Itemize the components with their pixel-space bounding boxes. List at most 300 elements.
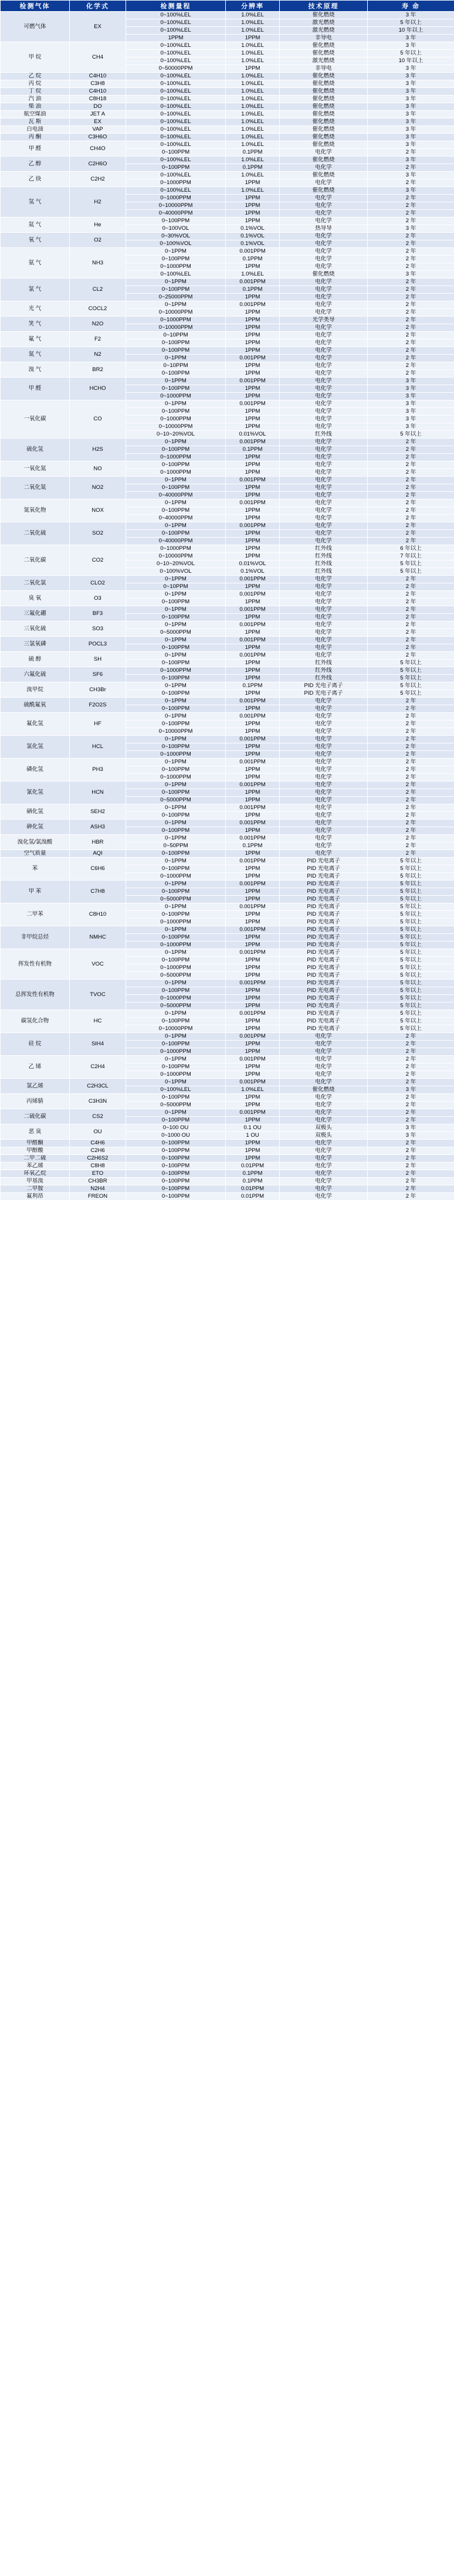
range-cell: 0~100%LEL bbox=[126, 126, 226, 134]
gas-name-cell: 溴甲烷 bbox=[1, 682, 70, 698]
range-cell: 0~100PPM bbox=[126, 721, 226, 728]
gas-formula-cell: C2H6S2 bbox=[70, 1155, 126, 1163]
gas-name-cell: 丙烯腈 bbox=[1, 1094, 70, 1109]
principle-cell: 电化学 bbox=[280, 263, 368, 271]
range-cell: 0~10000PPM bbox=[126, 423, 226, 431]
life-cell: 2 年 bbox=[368, 820, 454, 827]
gas-name-cell: 臭 氧 bbox=[1, 591, 70, 606]
principle-cell: 电化学 bbox=[280, 362, 368, 370]
gas-formula-cell: NH3 bbox=[70, 248, 126, 278]
gas-name-cell: 氦 气 bbox=[1, 218, 70, 233]
principle-cell: 电化学 bbox=[280, 835, 368, 842]
gas-name-cell: 瓦 斯 bbox=[1, 118, 70, 126]
resolution-cell: 1PPM bbox=[226, 1071, 280, 1079]
range-cell: 0~10~20%VOL bbox=[126, 431, 226, 439]
life-cell: 2 年 bbox=[368, 1109, 454, 1117]
range-cell: 0~1PPM bbox=[126, 1033, 226, 1041]
gas-formula-cell: C3H6O bbox=[70, 134, 126, 141]
principle-cell: 电化学 bbox=[280, 1079, 368, 1086]
life-cell: 2 年 bbox=[368, 233, 454, 240]
resolution-cell: 1PPM bbox=[226, 1063, 280, 1071]
principle-cell: 电化学 bbox=[280, 1094, 368, 1102]
gas-formula-cell: FREON bbox=[70, 1193, 126, 1201]
table-row bbox=[1, 835, 454, 842]
range-cell: 0~40000PPM bbox=[126, 538, 226, 545]
life-cell: 2 年 bbox=[368, 507, 454, 515]
principle-cell: 电化学 bbox=[280, 1140, 368, 1147]
range-cell: 0~100PPM bbox=[126, 385, 226, 393]
principle-cell: 电化学 bbox=[280, 248, 368, 256]
principle-cell: 电化学 bbox=[280, 195, 368, 202]
gas-name-cell: 二硫化碳 bbox=[1, 1109, 70, 1124]
gas-formula-cell: C8H18 bbox=[70, 96, 126, 103]
life-cell: 2 年 bbox=[368, 522, 454, 530]
principle-cell: 光学类导 bbox=[280, 317, 368, 324]
range-cell: 0~100PPM bbox=[126, 1117, 226, 1124]
life-cell: 3 年 bbox=[368, 134, 454, 141]
resolution-cell: 1PPM bbox=[226, 332, 280, 339]
principle-cell: PID 光电离子 bbox=[280, 1018, 368, 1025]
range-cell: 0~1000PPM bbox=[126, 263, 226, 271]
gas-formula-cell: BR2 bbox=[70, 362, 126, 378]
range-cell: 0~100%LEL bbox=[126, 50, 226, 57]
gas-name-cell: 二氧化氯 bbox=[1, 576, 70, 591]
table-row bbox=[1, 1185, 454, 1193]
principle-cell: 激光燃烧 bbox=[280, 19, 368, 27]
principle-cell: 红外线 bbox=[280, 431, 368, 439]
life-cell: 2 年 bbox=[368, 538, 454, 545]
range-cell: 0~100PPM bbox=[126, 149, 226, 157]
range-cell: 0~100PPM bbox=[126, 164, 226, 172]
life-cell: 5 年以上 bbox=[368, 995, 454, 1002]
resolution-cell: 0.001PPM bbox=[226, 378, 280, 385]
principle-cell: 电化学 bbox=[280, 164, 368, 172]
life-cell: 3 年 bbox=[368, 118, 454, 126]
gas-formula-cell: C6H6 bbox=[70, 858, 126, 881]
gas-formula-cell: HC bbox=[70, 1010, 126, 1033]
range-cell: 0~100PPM bbox=[126, 347, 226, 355]
resolution-cell: 1PPM bbox=[226, 934, 280, 942]
range-cell: 0~100PPM bbox=[126, 484, 226, 492]
resolution-cell: 1PPM bbox=[226, 1018, 280, 1025]
life-cell: 5 年以上 bbox=[368, 1010, 454, 1018]
gas-formula-cell: BF3 bbox=[70, 606, 126, 621]
table-row bbox=[1, 781, 454, 789]
principle-cell: 电化学 bbox=[280, 797, 368, 804]
resolution-cell: 1.0%LEL bbox=[226, 157, 280, 164]
resolution-cell: 1PPM bbox=[226, 179, 280, 187]
resolution-cell: 1.0%LEL bbox=[226, 19, 280, 27]
table-row bbox=[1, 637, 454, 644]
range-cell: 0~100%LEL bbox=[126, 172, 226, 179]
life-cell: 5 年以上 bbox=[368, 881, 454, 888]
table-header bbox=[1, 1, 454, 12]
principle-cell: 电化学 bbox=[280, 469, 368, 477]
principle-cell: 电化学 bbox=[280, 378, 368, 385]
resolution-cell: 0.001PPM bbox=[226, 1056, 280, 1063]
range-cell: 0~100PPM bbox=[126, 957, 226, 964]
principle-cell: 电化学 bbox=[280, 286, 368, 294]
gas-formula-cell: ETO bbox=[70, 1170, 126, 1178]
table-row bbox=[1, 134, 454, 141]
life-cell: 5 年以上 bbox=[368, 987, 454, 995]
principle-cell: 电化学 bbox=[280, 294, 368, 301]
gas-detection-spec-sheet bbox=[0, 0, 454, 1201]
life-cell: 5 年以上 bbox=[368, 964, 454, 972]
range-cell: 0~100PPM bbox=[126, 614, 226, 621]
resolution-cell: 0.001PPM bbox=[226, 1109, 280, 1117]
table-row bbox=[1, 522, 454, 530]
range-cell: 0~1PPM bbox=[126, 591, 226, 599]
gas-formula-cell: CH4O bbox=[70, 141, 126, 157]
principle-cell: 电化学 bbox=[280, 591, 368, 599]
principle-cell: 电化学 bbox=[280, 149, 368, 157]
resolution-cell: 1PPM bbox=[226, 964, 280, 972]
range-cell: 0~1000PPM bbox=[126, 1071, 226, 1079]
resolution-cell: 1PPM bbox=[226, 1094, 280, 1102]
col-header-range: 检测量程 bbox=[126, 1, 226, 12]
life-cell: 3 年 bbox=[368, 400, 454, 408]
table-body bbox=[1, 12, 454, 1201]
principle-cell: 电化学 bbox=[280, 439, 368, 446]
resolution-cell: 1.0%LEL bbox=[226, 80, 280, 88]
principle-cell: 催化燃烧 bbox=[280, 88, 368, 96]
range-cell: 0~1000PPM bbox=[126, 667, 226, 675]
resolution-cell: 0.001PPM bbox=[226, 576, 280, 583]
resolution-cell: 0.001PPM bbox=[226, 881, 280, 888]
gas-name-cell: 笑 气 bbox=[1, 317, 70, 332]
life-cell: 2 年 bbox=[368, 842, 454, 850]
range-cell: 0~40000PPM bbox=[126, 492, 226, 499]
table-row bbox=[1, 545, 454, 553]
principle-cell: 催化燃烧 bbox=[280, 50, 368, 57]
principle-cell: 双极头 bbox=[280, 1132, 368, 1140]
principle-cell: 电化学 bbox=[280, 820, 368, 827]
principle-cell: PID 光电离子 bbox=[280, 987, 368, 995]
resolution-cell: 0.001PPM bbox=[226, 278, 280, 286]
resolution-cell: 1PPM bbox=[226, 294, 280, 301]
gas-formula-cell: C4H6 bbox=[70, 1140, 126, 1147]
principle-cell: 电化学 bbox=[280, 339, 368, 347]
gas-name-cell: 硅 烷 bbox=[1, 1033, 70, 1056]
principle-cell: 电化学 bbox=[280, 766, 368, 774]
gas-name-cell: 硫化氢 bbox=[1, 439, 70, 461]
range-cell: 0~1PPM bbox=[126, 804, 226, 812]
resolution-cell: 1PPM bbox=[226, 583, 280, 591]
range-cell: 0~50000PPM bbox=[126, 65, 226, 73]
principle-cell: 电化学 bbox=[280, 385, 368, 393]
gas-name-cell: 空气质量 bbox=[1, 850, 70, 858]
resolution-cell: 1PPM bbox=[226, 317, 280, 324]
principle-cell: 电化学 bbox=[280, 1178, 368, 1185]
gas-name-cell: 磷化氢 bbox=[1, 759, 70, 781]
principle-cell: 催化燃烧 bbox=[280, 96, 368, 103]
gas-formula-cell: NMHC bbox=[70, 926, 126, 949]
gas-formula-cell: SEH2 bbox=[70, 804, 126, 820]
principle-cell: PID 光电离子 bbox=[280, 995, 368, 1002]
table-row bbox=[1, 187, 454, 195]
principle-cell: 电化学 bbox=[280, 461, 368, 469]
resolution-cell: 0.001PPM bbox=[226, 980, 280, 987]
life-cell: 2 年 bbox=[368, 439, 454, 446]
resolution-cell: 1PPM bbox=[226, 888, 280, 896]
life-cell: 7 年以上 bbox=[368, 553, 454, 560]
resolution-cell: 0.1PPM bbox=[226, 286, 280, 294]
life-cell: 2 年 bbox=[368, 1056, 454, 1063]
gas-formula-cell: CH3BR bbox=[70, 1178, 126, 1185]
principle-cell: 红外线 bbox=[280, 667, 368, 675]
life-cell: 2 年 bbox=[368, 705, 454, 713]
resolution-cell: 1PPM bbox=[226, 408, 280, 416]
gas-formula-cell: F2O2S bbox=[70, 698, 126, 713]
life-cell: 2 年 bbox=[368, 606, 454, 614]
resolution-cell: 1.0%LEL bbox=[226, 187, 280, 195]
principle-cell: 催化燃烧 bbox=[280, 42, 368, 50]
life-cell: 3 年 bbox=[368, 187, 454, 195]
resolution-cell: 0.01%VOL bbox=[226, 560, 280, 568]
resolution-cell: 0.001PPM bbox=[226, 903, 280, 911]
principle-cell: 电化学 bbox=[280, 812, 368, 820]
range-cell: 0~5000PPM bbox=[126, 972, 226, 980]
table-row bbox=[1, 1079, 454, 1086]
resolution-cell: 0.001PPM bbox=[226, 477, 280, 484]
resolution-cell: 1.0%LEL bbox=[226, 12, 280, 19]
gas-formula-cell: C7H8 bbox=[70, 881, 126, 903]
range-cell: 0~100%LEL bbox=[126, 96, 226, 103]
life-cell: 3 年 bbox=[368, 42, 454, 50]
life-cell: 3 年 bbox=[368, 416, 454, 423]
life-cell: 2 年 bbox=[368, 1117, 454, 1124]
gas-formula-cell: C3H3N bbox=[70, 1094, 126, 1109]
principle-cell: 非导电 bbox=[280, 65, 368, 73]
principle-cell: PID 光电离子 bbox=[280, 865, 368, 873]
life-cell: 2 年 bbox=[368, 149, 454, 157]
life-cell: 3 年 bbox=[368, 126, 454, 134]
life-cell: 5 年以上 bbox=[368, 1002, 454, 1010]
life-cell: 3 年 bbox=[368, 1124, 454, 1132]
gas-formula-cell: O2 bbox=[70, 233, 126, 248]
resolution-cell: 1PPM bbox=[226, 850, 280, 858]
life-cell: 3 年 bbox=[368, 385, 454, 393]
resolution-cell: 0.001PPM bbox=[226, 858, 280, 865]
resolution-cell: 1PPM bbox=[226, 492, 280, 499]
resolution-cell: 1PPM bbox=[226, 507, 280, 515]
resolution-cell: 1PPM bbox=[226, 774, 280, 781]
resolution-cell: 1PPM bbox=[226, 766, 280, 774]
life-cell: 2 年 bbox=[368, 454, 454, 461]
life-cell: 5 年以上 bbox=[368, 660, 454, 667]
principle-cell: PID 光电离子 bbox=[280, 1025, 368, 1033]
table-row bbox=[1, 233, 454, 240]
table-row bbox=[1, 1193, 454, 1201]
life-cell: 2 年 bbox=[368, 1170, 454, 1178]
life-cell: 2 年 bbox=[368, 355, 454, 362]
principle-cell: 电化学 bbox=[280, 842, 368, 850]
range-cell: 0~1000PPM bbox=[126, 964, 226, 972]
principle-cell: 电化学 bbox=[280, 423, 368, 431]
gas-name-cell: 二甲胺 bbox=[1, 1185, 70, 1193]
principle-cell: 电化学 bbox=[280, 1117, 368, 1124]
range-cell: 0~100PPM bbox=[126, 599, 226, 606]
range-cell: 0~100%LEL bbox=[126, 271, 226, 278]
gas-formula-cell: HCN bbox=[70, 781, 126, 804]
life-cell: 3 年 bbox=[368, 172, 454, 179]
table-row bbox=[1, 378, 454, 385]
principle-cell: 催化燃烧 bbox=[280, 103, 368, 111]
principle-cell: 电化学 bbox=[280, 218, 368, 225]
life-cell: 3 年 bbox=[368, 96, 454, 103]
col-header-formula: 化学式 bbox=[70, 1, 126, 12]
resolution-cell: 0.001PPM bbox=[226, 499, 280, 507]
principle-cell: 电化学 bbox=[280, 347, 368, 355]
principle-cell: 催化燃烧 bbox=[280, 157, 368, 164]
range-cell: 0~100PPM bbox=[126, 1193, 226, 1201]
table-row bbox=[1, 218, 454, 225]
principle-cell: 电化学 bbox=[280, 202, 368, 210]
resolution-cell: 1PPM bbox=[226, 1041, 280, 1048]
gas-name-cell: 甲 醛 bbox=[1, 378, 70, 400]
resolution-cell: 1PPM bbox=[226, 1048, 280, 1056]
gas-formula-cell: CH4 bbox=[70, 42, 126, 73]
resolution-cell: 1PPM bbox=[226, 675, 280, 682]
table-row bbox=[1, 903, 454, 911]
gas-name-cell: 氯 气 bbox=[1, 278, 70, 301]
range-cell: 0~100PPM bbox=[126, 888, 226, 896]
range-cell: 0~1PPM bbox=[126, 736, 226, 743]
range-cell: 0~1PPM bbox=[126, 301, 226, 309]
range-cell: 0~1PPM bbox=[126, 949, 226, 957]
principle-cell: 电化学 bbox=[280, 507, 368, 515]
range-cell: 0~1PPM bbox=[126, 652, 226, 660]
range-cell: 0~1PPM bbox=[126, 522, 226, 530]
range-cell: 0~100%LEL bbox=[126, 27, 226, 35]
principle-cell: 催化燃烧 bbox=[280, 12, 368, 19]
life-cell: 2 年 bbox=[368, 1063, 454, 1071]
gas-name-cell: 砷化氢 bbox=[1, 820, 70, 835]
col-header-life: 寿 命 bbox=[368, 1, 454, 12]
range-cell: 0~100%VOL bbox=[126, 240, 226, 248]
range-cell: 0~40000PPM bbox=[126, 210, 226, 218]
range-cell: 0~100%LEL bbox=[126, 141, 226, 149]
table-row bbox=[1, 332, 454, 339]
range-cell: 0~100PPM bbox=[126, 690, 226, 698]
life-cell: 3 年 bbox=[368, 423, 454, 431]
resolution-cell: 1.0%LEL bbox=[226, 118, 280, 126]
resolution-cell: 1PPM bbox=[226, 469, 280, 477]
principle-cell: 电化学 bbox=[280, 599, 368, 606]
resolution-cell: 0.1 OU bbox=[226, 1124, 280, 1132]
table-row bbox=[1, 1155, 454, 1163]
resolution-cell: 1PPM bbox=[226, 538, 280, 545]
life-cell: 5 年以上 bbox=[368, 911, 454, 919]
gas-formula-cell: HCL bbox=[70, 736, 126, 759]
gas-name-cell: 氮氧化物 bbox=[1, 499, 70, 522]
gas-name-cell: 汽 油 bbox=[1, 96, 70, 103]
life-cell: 3 年 bbox=[368, 1086, 454, 1094]
gas-name-cell: 氯化氢 bbox=[1, 736, 70, 759]
principle-cell: 电化学 bbox=[280, 416, 368, 423]
resolution-cell: 1.0%LEL bbox=[226, 27, 280, 35]
principle-cell: 电化学 bbox=[280, 408, 368, 416]
gas-formula-cell: NOX bbox=[70, 499, 126, 522]
table-row bbox=[1, 118, 454, 126]
resolution-cell: 1PPM bbox=[226, 195, 280, 202]
range-cell: 0~100%LEL bbox=[126, 80, 226, 88]
gas-name-cell: 白电油 bbox=[1, 126, 70, 134]
life-cell: 2 年 bbox=[368, 248, 454, 256]
range-cell: 0~100PPM bbox=[126, 461, 226, 469]
life-cell: 2 年 bbox=[368, 759, 454, 766]
range-cell: 0~100PPM bbox=[126, 1018, 226, 1025]
range-cell: 0~1000 OU bbox=[126, 1132, 226, 1140]
principle-cell: 电化学 bbox=[280, 1071, 368, 1079]
principle-cell: 电化学 bbox=[280, 1102, 368, 1109]
life-cell: 2 年 bbox=[368, 362, 454, 370]
range-cell: 0~100%LEL bbox=[126, 73, 226, 80]
principle-cell: 电化学 bbox=[280, 576, 368, 583]
life-cell: 2 年 bbox=[368, 1178, 454, 1185]
range-cell: 0~100PPM bbox=[126, 675, 226, 682]
gas-name-cell: 氮 气 bbox=[1, 347, 70, 362]
resolution-cell: 1PPM bbox=[226, 1002, 280, 1010]
gas-name-cell: 总挥发性有机物 bbox=[1, 980, 70, 1010]
range-cell: 0~1PPM bbox=[126, 1109, 226, 1117]
range-cell: 0~100PPM bbox=[126, 766, 226, 774]
gas-name-cell: 二甲二硫 bbox=[1, 1155, 70, 1163]
principle-cell: 电化学 bbox=[280, 804, 368, 812]
gas-formula-cell: OU bbox=[70, 1124, 126, 1140]
resolution-cell: 1PPM bbox=[226, 309, 280, 317]
table-row bbox=[1, 1124, 454, 1132]
range-cell: 0~100PPM bbox=[126, 446, 226, 454]
range-cell: 0~1000PPM bbox=[126, 774, 226, 781]
principle-cell: PID 光电离子 bbox=[280, 881, 368, 888]
principle-cell: 电化学 bbox=[280, 1063, 368, 1071]
principle-cell: 电化学 bbox=[280, 332, 368, 339]
range-cell: 0~100PPM bbox=[126, 256, 226, 263]
principle-cell: 电化学 bbox=[280, 400, 368, 408]
principle-cell: 红外线 bbox=[280, 568, 368, 576]
life-cell: 2 年 bbox=[368, 309, 454, 317]
range-cell: 0~1PPM bbox=[126, 682, 226, 690]
gas-name-cell: 六氟化硫 bbox=[1, 667, 70, 682]
range-cell: 0~10000PPM bbox=[126, 324, 226, 332]
resolution-cell: 1PPM bbox=[226, 995, 280, 1002]
principle-cell: 激光燃烧 bbox=[280, 27, 368, 35]
life-cell: 2 年 bbox=[368, 1185, 454, 1193]
range-cell: 0~10PPM bbox=[126, 332, 226, 339]
resolution-cell: 1.0%LEL bbox=[226, 134, 280, 141]
life-cell: 2 年 bbox=[368, 1094, 454, 1102]
range-cell: 0~40000PPM bbox=[126, 515, 226, 522]
range-cell: 0~100%LEL bbox=[126, 12, 226, 19]
range-cell: 0~100PPM bbox=[126, 530, 226, 538]
resolution-cell: 0.001PPM bbox=[226, 1033, 280, 1041]
resolution-cell: 1PPM bbox=[226, 423, 280, 431]
gas-formula-cell: CS2 bbox=[70, 1109, 126, 1124]
life-cell: 2 年 bbox=[368, 781, 454, 789]
principle-cell: 催化燃烧 bbox=[280, 134, 368, 141]
resolution-cell: 1PPM bbox=[226, 545, 280, 553]
resolution-cell: 0.001PPM bbox=[226, 606, 280, 614]
principle-cell: 电化学 bbox=[280, 1041, 368, 1048]
range-cell: 0~100PPM bbox=[126, 850, 226, 858]
gas-formula-cell: VOC bbox=[70, 949, 126, 980]
gas-name-cell: 航空煤油 bbox=[1, 111, 70, 118]
principle-cell: 电化学 bbox=[280, 614, 368, 621]
resolution-cell: 0.001PPM bbox=[226, 621, 280, 629]
principle-cell: 电化学 bbox=[280, 781, 368, 789]
